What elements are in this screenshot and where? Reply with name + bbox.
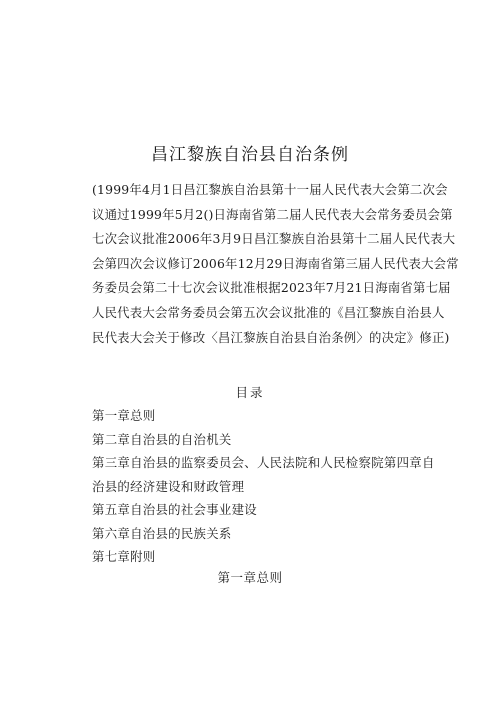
chapter-heading: 第一章总则	[217, 570, 283, 585]
toc-item-chapter-7[interactable]: 第七章附则	[92, 549, 156, 564]
document-title: 昌江黎族自治县自治条例	[151, 145, 349, 165]
preface-line: 人民代表大会常务委员会第五次会议批准的《昌江黎族自治县人	[92, 304, 445, 320]
preface-paragraph	[92, 178, 459, 350]
toc-item-chapter-6[interactable]: 第六章自治县的民族关系	[92, 525, 232, 541]
preface-line: 议通过1999年5月2()日海南省第二届人民代表大会常务委员会第	[92, 206, 453, 222]
preface-line: 七次会议批准2006年3月9日昌江黎族自治县第十二届人民代表大	[92, 231, 456, 247]
toc-item-chapter-3-4[interactable]: 第三章自治县的监察委员会、人民法院和人民检察院第四章自治县的经济建设和财政管理	[92, 455, 435, 494]
preface-line: 民代表大会关于修改〈昌江黎族自治县自治条例〉的决定》修正)	[92, 329, 450, 345]
toc-item-chapter-1[interactable]: 第一章总则	[92, 408, 156, 423]
preface-line: 会第四次会议修订2006年12月29日海南省第三届人民代表大会常	[92, 255, 459, 271]
toc-item-chapter-2[interactable]: 第二章自治县的自治机关	[92, 431, 232, 447]
preface-line: 务委员会第二十七次会议批准根据2023年7月21日海南省第七届	[92, 280, 451, 296]
preface-line: (1999年4月1日昌江黎族自治县第十一届人民代表大会第二次会	[92, 182, 448, 197]
toc-item-chapter-5[interactable]: 第五章自治县的社会事业建设	[92, 502, 257, 517]
toc-title: 目录	[235, 385, 265, 400]
table-of-contents	[92, 404, 442, 569]
